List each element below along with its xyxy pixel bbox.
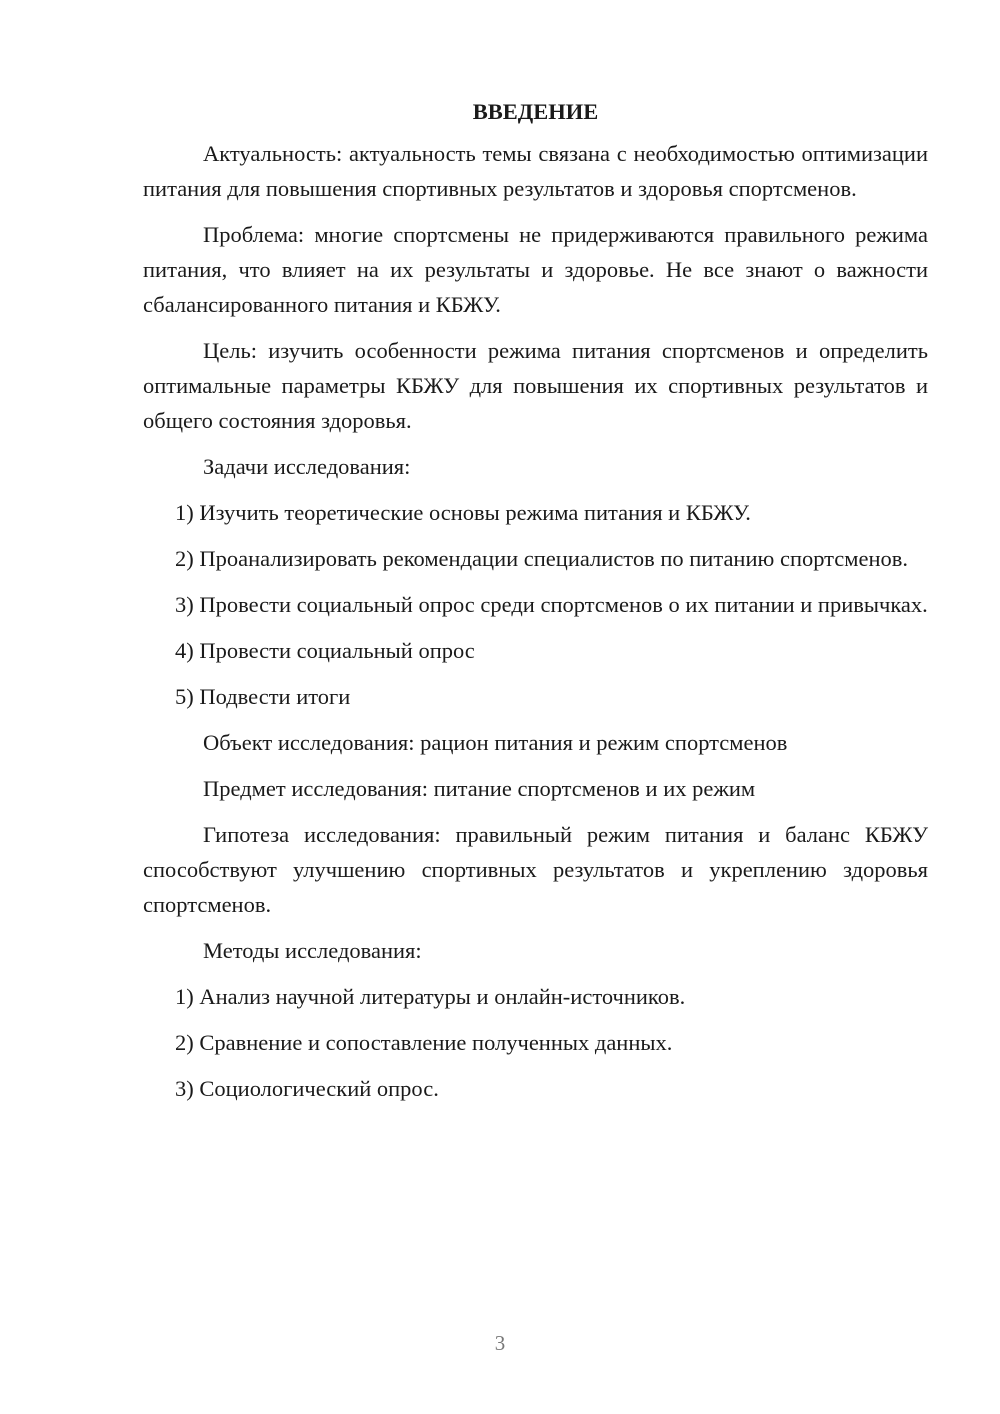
goal-paragraph: Цель: изучить особенности режима питания спортсменов и определить оптимальные параметры КБЖУ для повышения их спортивных результатов и общего состояния здоровья.	[143, 338, 928, 433]
task-item-5: 5) Подвести итоги	[175, 684, 351, 709]
subject-paragraph: Предмет исследования: питание спортсменов и их режим	[203, 776, 756, 801]
task-item-2: 2) Проанализировать рекомендации специалистов по питанию спортсменов.	[175, 546, 909, 571]
problem-paragraph: Проблема: многие спортсмены не придерживаются правильного режима питания, что влияет на их результаты и здоровье. Не все знают о важности сбалансированного питания и КБЖУ.	[143, 222, 928, 317]
task-item-1: 1) Изучить теоретические основы режима питания и КБЖУ.	[175, 500, 751, 525]
method-item-1: 1) Анализ научной литературы и онлайн-источников.	[175, 984, 686, 1009]
relevance-paragraph: Актуальность: актуальность темы связана с необходимостью оптимизации питания для повышения спортивных результатов и здоровья спортсменов.	[143, 141, 928, 201]
tasks-title: Задачи исследования:	[203, 454, 411, 479]
task-item-3: 3) Провести социальный опрос среди спортсменов о их питании и привычках.	[175, 592, 928, 617]
methods-title: Методы исследования:	[203, 938, 422, 963]
method-item-3: 3) Социологический опрос.	[175, 1076, 439, 1101]
task-item-4: 4) Провести социальный опрос	[175, 638, 475, 663]
document-body	[143, 94, 928, 1117]
method-item-2: 2) Сравнение и сопоставление полученных данных.	[175, 1030, 673, 1055]
object-paragraph: Объект исследования: рацион питания и режим спортсменов	[203, 730, 788, 755]
section-heading: ВВЕДЕНИЕ	[472, 99, 599, 124]
page-number: 3	[494, 1331, 506, 1355]
hypothesis-paragraph: Гипотеза исследования: правильный режим питания и баланс КБЖУ способствуют улучшению спортивных результатов и укреплению здоровья спортсменов.	[143, 822, 928, 917]
